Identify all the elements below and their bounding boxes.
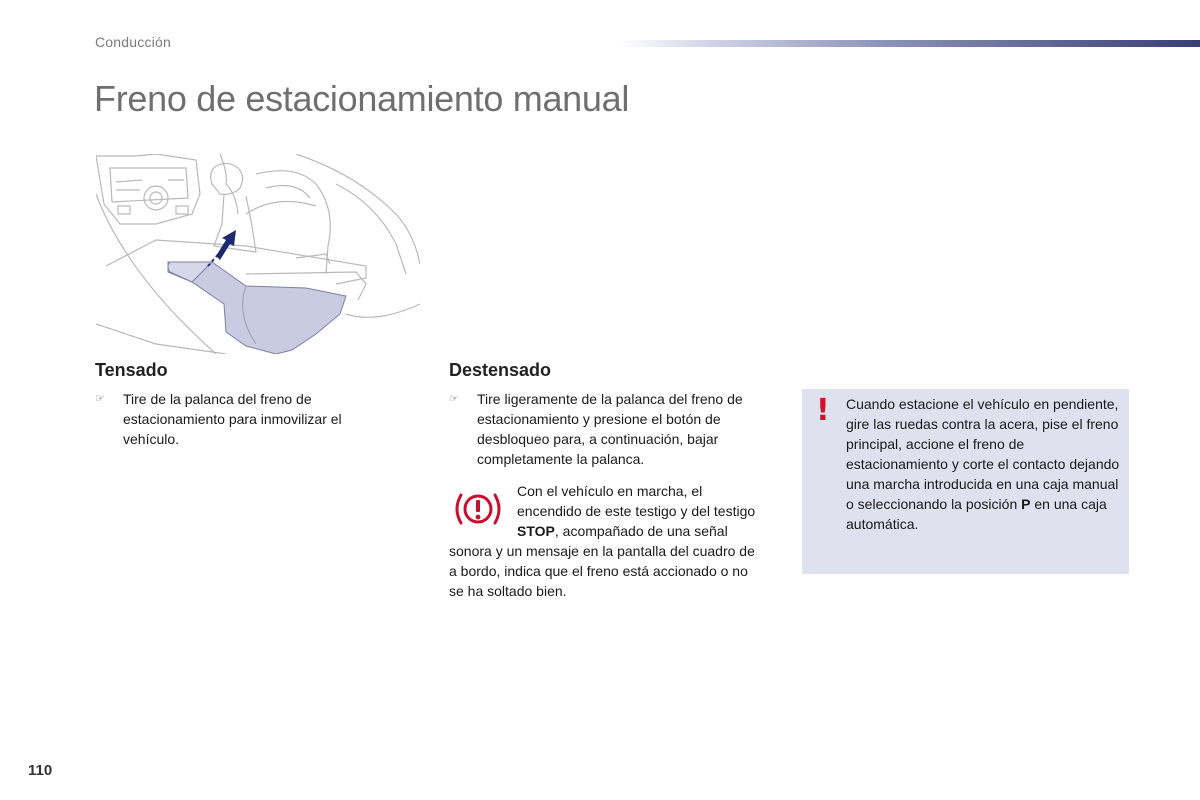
section-label: Conducción (95, 34, 171, 50)
destensado-bullet-text: Tire ligeramente de la palanca del freno de estacionamiento y presione el botón de desbloqueo para, a continuación, bajar completamente la palanca. (477, 391, 743, 467)
destensado-bullet (449, 389, 774, 469)
warning-text-post: en una caja automática. (846, 496, 1107, 532)
parking-brake-illustration (96, 154, 420, 354)
warning-text-p: P (1021, 496, 1031, 512)
note-text-post: , acompañado de una señal sonora y un mensaje en la pantalla del cuadro de a bordo, indica que el freno está accionado o no se ha soltado bien. (449, 523, 755, 599)
tensado-heading: Tensado (95, 360, 168, 380)
warning-text (846, 394, 1121, 534)
note-text-pre: Con el vehículo en marcha, el encendido de este testigo y del testigo (517, 483, 756, 519)
header-gradient-bar (620, 40, 1200, 47)
brake-warning-note (449, 481, 764, 601)
tensado-bullet-text: Tire de la palanca del freno de estacionamiento para inmovilizar el vehículo. (123, 391, 342, 447)
tensado-bullet (95, 389, 385, 449)
page-title: Freno de estacionamiento manual (94, 78, 630, 119)
note-text-stop: STOP (517, 523, 555, 539)
warning-box (802, 389, 1129, 574)
bullet-marker-icon: ☞ (449, 393, 459, 405)
bullet-marker-icon: ☞ (95, 393, 105, 405)
page-number: 110 (28, 762, 53, 779)
destensado-heading: Destensado (449, 360, 552, 380)
warning-text-pre: Cuando estacione el vehículo en pendiente, gire las ruedas contra la acera, pise el freno principal, accione el freno de estacionamiento y corte el contacto dejando una marcha introducida en una caja manual o seleccionando la posición (846, 396, 1120, 512)
brake-warning-icon (451, 487, 505, 531)
exclamation-icon: ! (816, 393, 830, 428)
